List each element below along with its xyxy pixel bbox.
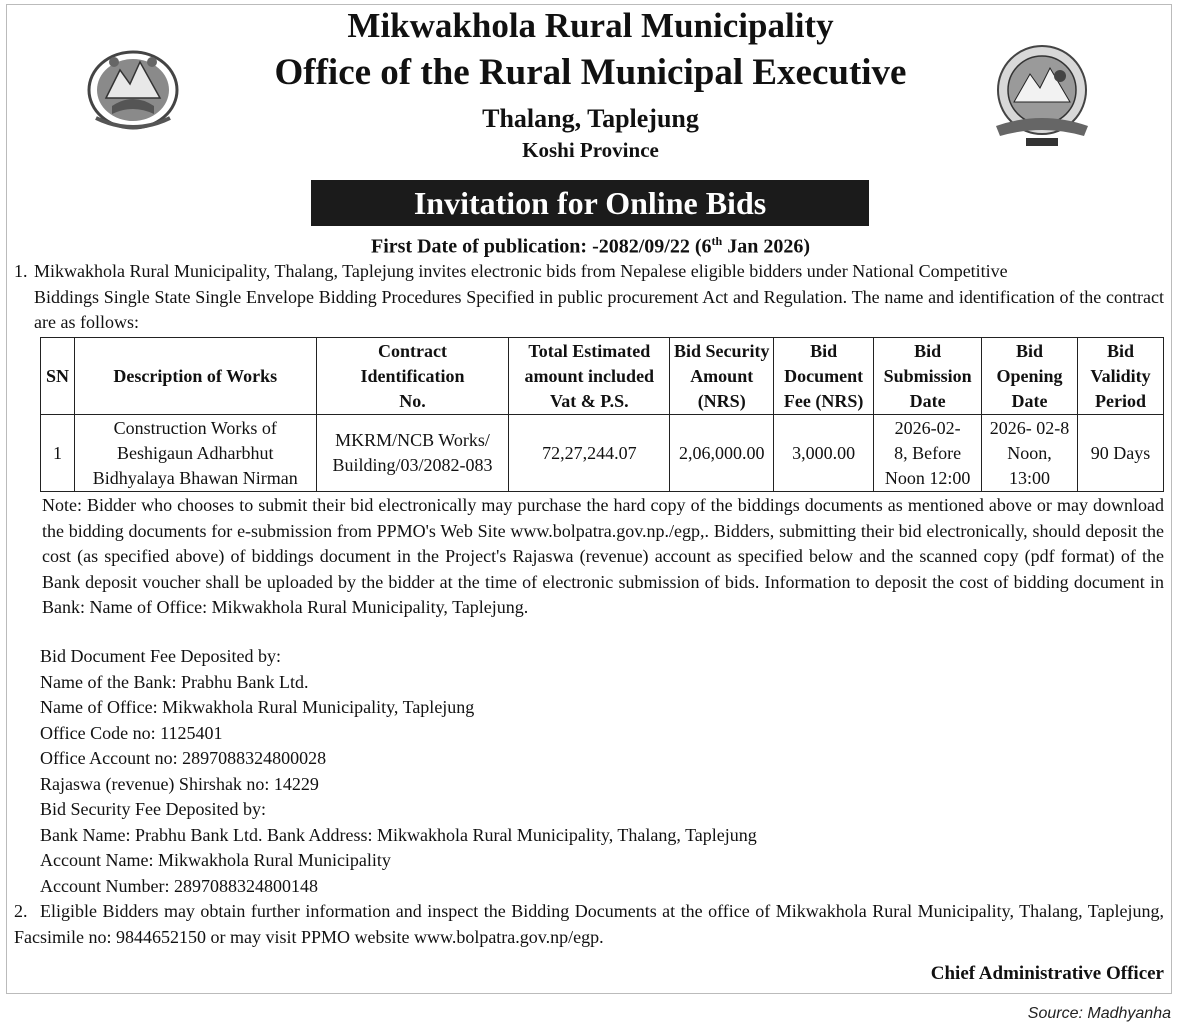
header-fee-line: Fee (NRS)	[783, 390, 864, 411]
header-total-cost	[509, 338, 670, 415]
cell-opening-line: 2026- 02-8	[989, 417, 1070, 438]
header-contract-line: Contract	[377, 340, 447, 361]
detail-line: Office Account no: 2897088324800028	[40, 748, 327, 768]
header-opening-line: Date	[1011, 390, 1048, 411]
cell-description	[74, 415, 316, 492]
cell-opening-line: Noon,	[1007, 442, 1052, 463]
header-fee-line: Bid	[810, 340, 838, 361]
cell-opening-line: 13:00	[1009, 467, 1051, 488]
header-opening-line: Opening	[996, 365, 1063, 386]
header-validity-line: Period	[1095, 390, 1146, 411]
cell-submission-line: Noon 12:00	[884, 467, 971, 488]
note-paragraph: Note: Bidder who chooses to submit their bid electronically may purchase the hard copy of the biddings documents as mentioned above or may download the bidding documents for e-submission from PPMO's Web Site www.bolpatra.gov.np./egp,. Bidders, submitting their bid electronically, should deposit the cost (as specified above) of biddings document in the Project's Rajaswa (revenue) account as specified below and the scanned copy (pdf format) of the Bank deposit voucher shall be uploaded by the bidder at the time of electronic submission of bids. Information to deposit the cost of bidding document in Bank: Name of Office: Mikwakhola Rural Municipality, Taplejung.	[42, 495, 1164, 617]
bids-table	[40, 337, 1164, 492]
header-bid-security	[670, 338, 774, 415]
header-cost-line: Total Estimated	[528, 340, 651, 361]
header-submission-line: Submission	[883, 365, 972, 386]
paragraph-1-first-line: Mikwakhola Rural Municipality, Thalang, Taplejung invites electronic bids from Nepalese eligible bidders under National Competitive	[34, 261, 1008, 281]
cell-description-line: Beshigaun Adharbhut	[117, 442, 274, 463]
header	[0, 6, 1181, 164]
header-security-line: (NRS)	[697, 390, 746, 411]
notice-title-banner: Invitation for Online Bids	[311, 180, 869, 226]
header-submission-line: Date	[909, 390, 946, 411]
table-row	[41, 415, 1164, 492]
bank-details	[40, 644, 757, 899]
cell-submission-line: 2026-02-	[894, 417, 961, 438]
header-security-line: Amount	[690, 365, 754, 386]
cell-submission-date	[874, 415, 982, 492]
cell-total-cost: 72,27,244.07	[509, 415, 670, 492]
header-sn: SN	[41, 338, 75, 415]
detail-line: Name of the Bank: Prabhu Bank Ltd.	[40, 671, 309, 692]
detail-line: Account Number: 2897088324800148	[40, 875, 318, 896]
source-credit: Source: Madhyanha	[1027, 1005, 1171, 1022]
cell-description-line: Construction Works of	[113, 417, 277, 438]
detail-line: Name of Office: Mikwakhola Rural Municipality, Taplejung	[40, 697, 475, 717]
header-submission-line: Bid	[914, 340, 942, 361]
paragraph-2-text: Eligible Bidders may obtain further information and inspect the Bidding Documents at the office of Mikwakhola Rural Municipality, Thalang, Taplejung, Facsimile no: 9844652150 or may visit PPMO website www.bolpatra.gov.np/egp.	[14, 901, 1164, 947]
detail-line: Bid Document Fee Deposited by:	[40, 646, 281, 666]
header-validity-period	[1078, 338, 1164, 415]
header-cost-line: amount included	[524, 365, 655, 386]
header-contract-line: No.	[399, 390, 426, 411]
publication-date	[0, 229, 1181, 259]
office-location: Thalang, Taplejung	[482, 104, 699, 133]
cell-description-line: Bidhyalaya Bhawan Nirman	[92, 467, 298, 488]
header-validity-line: Bid	[1106, 340, 1135, 361]
office-name: Office of the Rural Municipal Executive	[274, 52, 907, 93]
header-contract-id	[316, 338, 509, 415]
cell-submission-line: 8, Before	[894, 442, 962, 463]
header-cost-line: Vat & P.S.	[549, 390, 629, 411]
publication-date-prefix: First Date of publication: -2082/09/22 (6	[371, 235, 712, 258]
paragraph-2	[14, 899, 1164, 950]
detail-line: Account Name: Mikwakhola Rural Municipality	[40, 850, 391, 870]
header-contract-line: Identification	[360, 365, 465, 386]
paragraph-1-rest: Biddings Single State Single Envelope Bidding Procedures Specified in public procurement Act and Regulation. The name and identification of the contract are as follows:	[34, 286, 1164, 332]
detail-line: Office Code no: 1125401	[40, 722, 223, 743]
cell-contract-id	[316, 415, 509, 492]
publication-date-suffix: Jan 2026)	[722, 235, 810, 258]
detail-line: Bid Security Fee Deposited by:	[40, 799, 266, 819]
detail-line: Rajaswa (revenue) Shirshak no: 14229	[40, 773, 319, 794]
signature-title: Chief Administrative Officer	[930, 963, 1164, 984]
cell-bid-security: 2,06,000.00	[670, 415, 774, 492]
header-submission-date	[874, 338, 982, 415]
detail-line: Bank Name: Prabhu Bank Ltd. Bank Address: Mikwakhola Rural Municipality, Thalang, Taplejung	[40, 824, 757, 845]
province-name: Koshi Province	[522, 138, 659, 162]
header-opening-date	[982, 338, 1078, 415]
cell-contract-line: Building/03/2082-083	[332, 455, 493, 475]
table-header-row	[41, 338, 1164, 415]
publication-date-sup: th	[711, 234, 723, 248]
header-document-fee	[774, 338, 874, 415]
header-description: Description of Works	[74, 338, 316, 415]
cell-validity-period: 90 Days	[1078, 415, 1164, 492]
header-validity-line: Validity	[1090, 365, 1151, 386]
cell-document-fee: 3,000.00	[774, 415, 874, 492]
paragraph-1-number: 1.	[14, 261, 28, 281]
cell-contract-line: MKRM/NCB Works/	[335, 430, 490, 450]
paragraph-2-number: 2.	[14, 901, 28, 921]
cell-sn: 1	[41, 415, 75, 492]
header-opening-line: Bid	[1016, 340, 1044, 361]
header-fee-line: Document	[784, 365, 864, 386]
municipality-name: Mikwakhola Rural Municipality	[347, 6, 834, 45]
cell-opening-date	[982, 415, 1078, 492]
paragraph-1	[14, 259, 1164, 336]
header-security-line: Bid Security	[673, 340, 770, 361]
